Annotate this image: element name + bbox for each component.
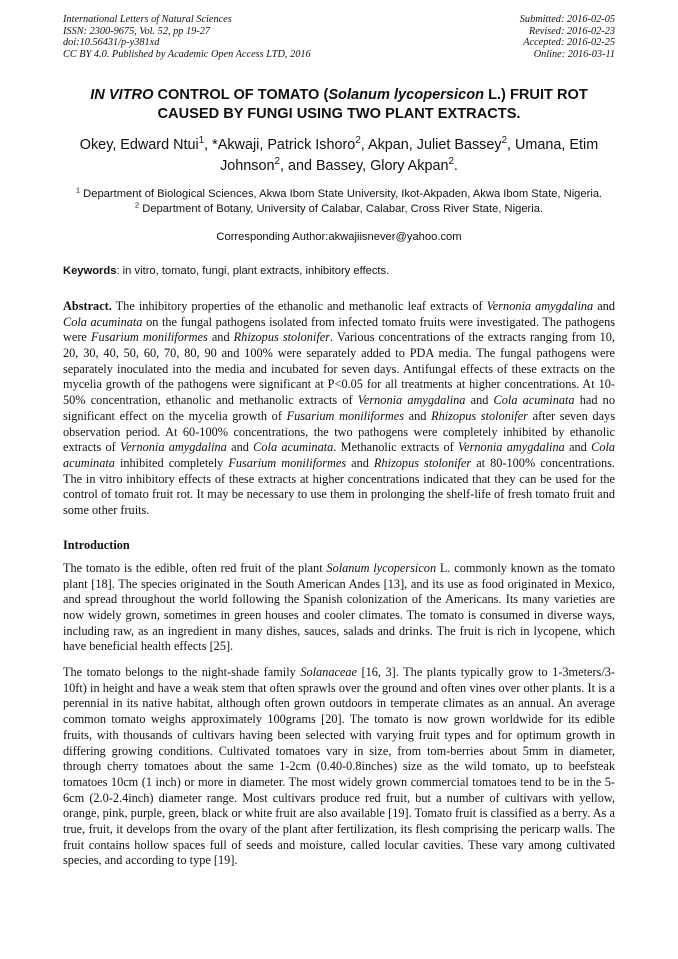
intro-paragraph-2: The tomato belongs to the night-shade family Solanaceae [16, 3]. The plants typically grow to 1-3meters/3-10ft) in height and have a weak stem that often sprawls over the ground and often vines over other plants. It is a perennial in its native habitat, although often grown outdoors in temperate climates as an annual. An average common tomato weighs approximately 100grams [20]. The tomato is now grown worldwide for its edible fruits, with thousands of cultivars having been selected with varying fruit types and for optimum growth in differing growing conditions. Cultivated tomatoes vary in size, from tom-berries about 5mm in diameter, through cherry tomatoes about the same 1-2cm (0.40-0.8inches) size as the wild tomato, up to beefsteak tomatoes 10cm (1 inch) or more in diameter. The most widely grown commercial tomatoes tend to be in the 5-6cm (2.0-2.4inch) diameter range. Most cultivars produce red fruit, but a number of cultivars with yellow, orange, pink, purple, green, black or white fruit are also available [19]. Tomato fruit is classified as a berry. As a true, fruit, it develops from the ovary of the plant after fertilization, its flesh comprising the pericarp walls. The fruit contains hollow spaces full of seeds and moisture, called locular cavities. These vary among cultivated species, and according to type [19]. [63,665,615,868]
affiliations [63,187,615,216]
keywords [63,264,615,278]
keywords-label: Keywords [63,264,117,277]
title-part-4: L.) FRUIT ROT CAUSED BY FUNGI USING TWO PLANT EXTRACTS. [157,87,588,123]
abstract [63,299,615,519]
corresponding-author: Corresponding Author:akwajiisnever@yahoo.com [216,230,462,243]
title-part-invitro: IN VITRO [90,87,154,104]
license-line: CC BY 4.0. Published by Academic Open Access LTD, 2016 [63,48,311,60]
intro-paragraph-1: The tomato is the edible, often red fruit of the plant Solanum lycopersicon L. commonly known as the tomato plant [18]. The species originated in the South American Andes [13], and its use as food originated in Mexico, and spread throughout the world following the Spanish colonization of the Americans. Its many varieties are now widely grown, sometimes in green houses and cooler climates. The tomato is consumed in diverse ways, including raw, as an ingredient in many dishes, sauces, salads and drinks. The fruit is rich in lycopene, which have beneficial health effects [25]. [63,560,615,654]
submitted-date: Submitted: 2016-02-05 [519,14,615,25]
affiliation-1: $^1$ Department of Biological Sciences, Akwa Ibom State University, Ikot-Akpaden, Akwa Ibom State, Nigeria. [75,185,603,201]
journal-name: International Letters of Natural Sciences [63,14,232,25]
abstract-text: The inhibitory properties of the ethanolic and methanolic leaf extracts of Vernonia amygdalina and Cola acuminata on the fungal pathogens isolated from infected tomato fruits were investigated. The pathogens were Fusarium moniliformes and Rhizopus stolonifer. Various concentrations of the extracts ranging from 10, 20, 30, 40, 50, 60, 70, 80, 90 and 100% were separately added to PDA media. The fungal pathogens were separately inoculated into the media and incubated for seven days. Antifungal effects of these extracts on the mycelia growth of the pathogens were significant at P<0.05 for all treatments at higher concentrations. At 10-50% concentration, ethanolic and methanolic extracts of Vernonia amygdalina and Cola acuminata had no significant effect on the mycelia growth of Fusarium moniliformes and Rhizopus stolonifer after seven days observation period. At 60-100% concentrations, the two pathogens were completely inhibited by ethanolic extracts of Vernonia amygdalina and Cola acuminata. Methanolic extracts of Vernonia amygdalina and Cola acuminata inhibited completely Fusarium moniliformes and Rhizopus stolonifer at 80-100% concentrations. The in vitro inhibitory effects of these extracts at higher concentrations indicated that they can be used for the control of tomato fruit rot. It may be necessary to use them in prolonging the shelf-life of fresh tomato fruit and some other fruits. [63,298,616,518]
title-part-species: Solanum lycopersicon [328,87,485,104]
journal-info [63,14,311,60]
journal-header [63,14,615,60]
keywords-text: : in vitro, tomato, fungi, plant extracts, inhibitory effects. [116,264,390,277]
abstract-label: Abstract. [63,298,112,313]
affiliation-2: $^2$ Department of Botany, University of Calabar, Calabar, Cross River State, Nigeria. [134,199,544,215]
doi-line: doi:10.56431/p-y381xd [63,37,160,49]
paper-title [63,86,615,124]
section-heading-introduction: Introduction [63,537,130,552]
author-list: Okey, Edward Ntui$^1$, *Akwaji, Patrick Ishoro$^2$, Akpan, Juliet Bassey$^2$, Umana, Etim Johnson$^2$, and Bassey, Glory Akpan$^2$. [79,135,599,175]
title-part-2: CONTROL OF TOMATO ( [153,87,329,104]
revised-date: Revised: 2016-02-23 [528,25,615,37]
accepted-date: Accepted: 2016-02-25 [523,37,615,49]
paper-page [63,14,615,869]
online-date: Online: 2016-03-11 [533,48,615,60]
issn-line: ISSN: 2300-9675, Vol. 52, pp 19-27 [63,25,211,37]
publication-dates [520,14,615,60]
